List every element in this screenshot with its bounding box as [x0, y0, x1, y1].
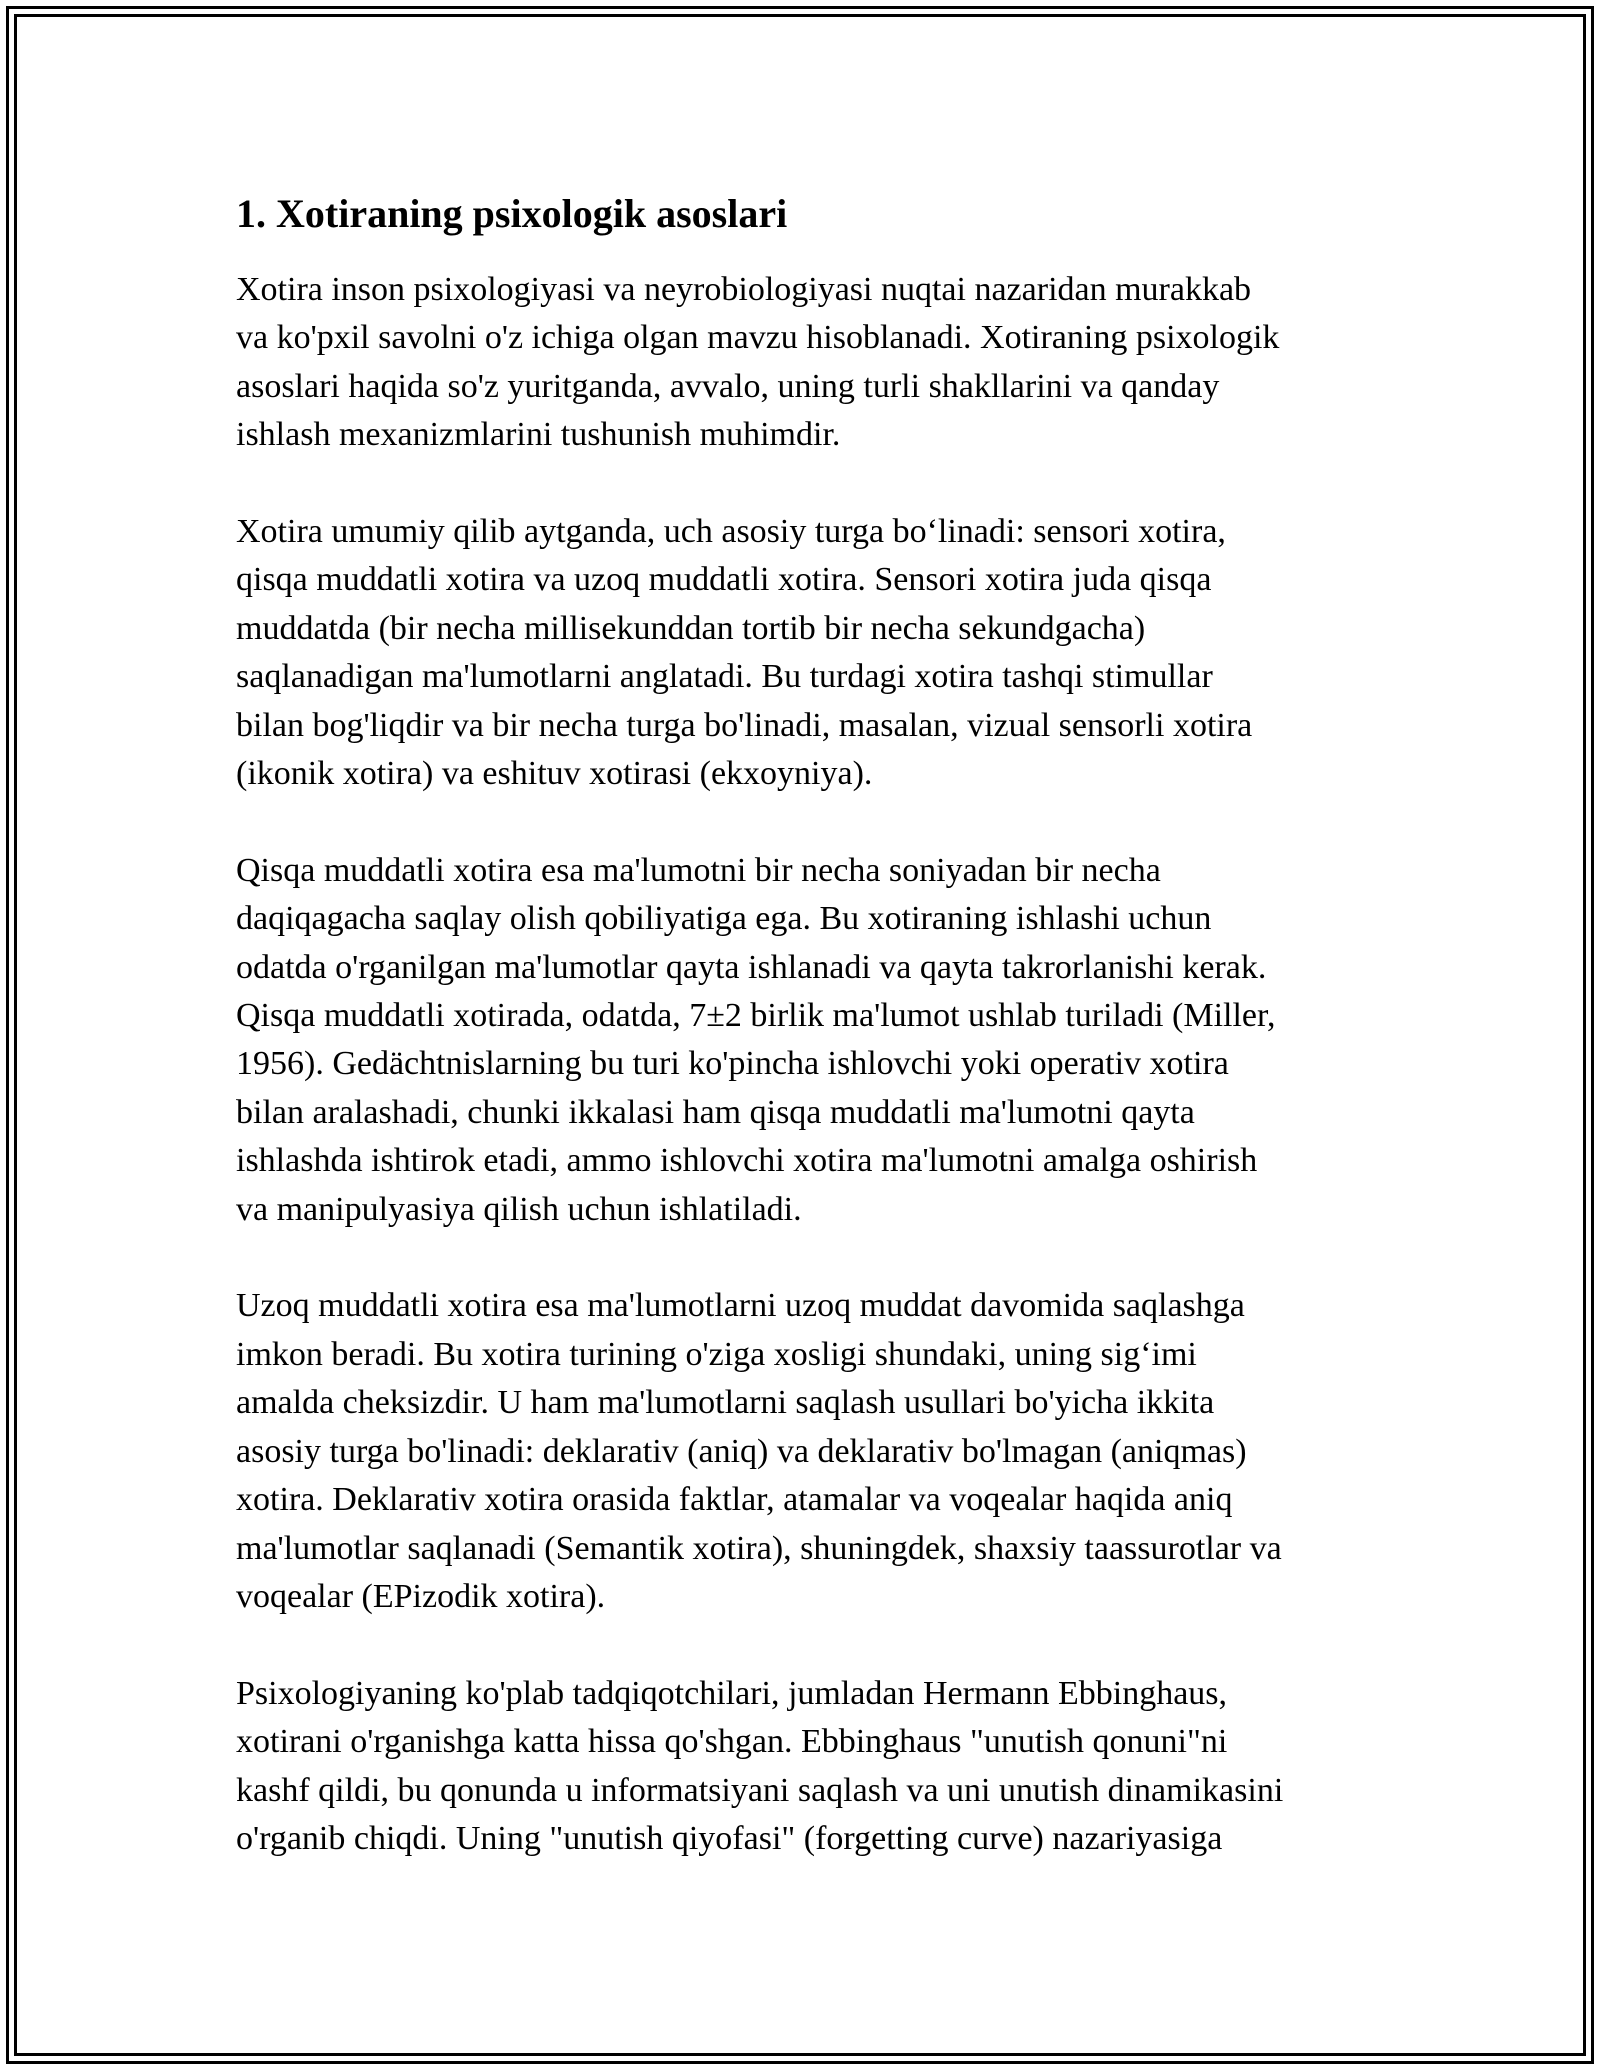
paragraph-intro: [236, 266, 1366, 460]
text-line: imkon beradi. Bu xotira turining o'ziga xosligi shundaki, uning sig‘imi: [236, 1335, 1197, 1373]
text-line: kashf qildi, bu qonunda u informatsiyani saqlash va uni unutish dinamikasini: [236, 1771, 1284, 1809]
text-line: ma'lumotlar saqlanadi (Semantik xotira), shuningdek, shaxsiy taassurotlar va: [236, 1529, 1282, 1567]
text-line: qisqa muddatli xotira va uzoq muddatli xotira. Sensori xotira juda qisqa: [236, 561, 1212, 599]
text-line: xotira. Deklarativ xotira orasida faktlar, atamalar va voqealar haqida aniq: [236, 1481, 1233, 1519]
paragraph-memory-types: [236, 508, 1366, 798]
text-line: daqiqagacha saqlay olish qobiliyatiga ega. Bu xotiraning ishlashi uchun: [236, 900, 1212, 938]
text-line: asosiy turga bo'linadi: deklarativ (aniq) va deklarativ bo'lmagan (aniqmas): [236, 1432, 1247, 1470]
text-line: Uzoq muddatli xotira esa ma'lumotlarni uzoq muddat davomida saqlashga: [236, 1287, 1245, 1325]
text-line: va ko'pxil savolni o'z ichiga olgan mavzu hisoblanadi. Xotiraning psixologik: [236, 319, 1280, 357]
section-heading: 1. Xotiraning psixologik asoslari: [236, 191, 788, 236]
text-line: ishlashda ishtirok etadi, ammo ishlovchi xotira ma'lumotni amalga oshirish: [236, 1142, 1258, 1180]
text-line: Qisqa muddatli xotira esa ma'lumotni bir necha soniyadan bir necha: [236, 851, 1161, 889]
text-line: voqealar (EPizodik xotira).: [236, 1577, 606, 1615]
text-line: xotirani o'rganishga katta hissa qo'shgan. Ebbinghaus "unutish qonuni"ni: [236, 1723, 1228, 1761]
text-line: (ikonik xotira) va eshituv xotirasi (ekxoyniya).: [236, 755, 873, 793]
text-line: saqlanadigan ma'lumotlarni anglatadi. Bu turdagi xotira tashqi stimullar: [236, 658, 1213, 696]
text-line: Xotira umumiy qilib aytganda, uch asosiy turga bo‘linadi: sensori xotira,: [236, 513, 1226, 551]
paragraph-long-term-memory: [236, 1282, 1366, 1621]
text-line: amalda cheksizdir. U ham ma'lumotlarni saqlash usullari bo'yicha ikkita: [236, 1384, 1215, 1422]
text-line: 1956). Gedächtnislarning bu turi ko'pincha ishlovchi yoki operativ xotira: [236, 1045, 1229, 1083]
text-line: o'rganib chiqdi. Uning "unutish qiyofasi" (forgetting curve) nazariyasiga: [236, 1819, 1223, 1857]
document-body: [236, 186, 1366, 1912]
text-line: muddatda (bir necha millisekunddan tortib bir necha sekundgacha): [236, 609, 1146, 647]
text-line: Psixologiyaning ko'plab tadqiqotchilari, jumladan Hermann Ebbinghaus,: [236, 1674, 1228, 1712]
text-line: asoslari haqida so'z yuritganda, avvalo, uning turli shakllarini va qanday: [236, 367, 1220, 405]
text-line: Qisqa muddatli xotirada, odatda, 7±2 birlik ma'lumot ushlab turiladi (Miller,: [236, 997, 1276, 1035]
text-line: bilan bog'liqdir va bir necha turga bo'linadi, masalan, vizual sensorli xotira: [236, 706, 1253, 744]
text-line: va manipulyasiya qilish uchun ishlatiladi.: [236, 1190, 802, 1228]
paragraph-researchers: [236, 1670, 1366, 1864]
text-line: ishlash mexanizmlarini tushunish muhimdir.: [236, 416, 841, 454]
text-line: Xotira inson psixologiyasi va neyrobiologiyasi nuqtai nazaridan murakkab: [236, 271, 1252, 308]
text-line: odatda o'rganilgan ma'lumotlar qayta ishlanadi va qayta takrorlanishi kerak.: [236, 948, 1267, 986]
text-line: bilan aralashadi, chunki ikkalasi ham qisqa muddatli ma'lumotni qayta: [236, 1093, 1195, 1131]
paragraph-short-term-memory: [236, 847, 1366, 1234]
